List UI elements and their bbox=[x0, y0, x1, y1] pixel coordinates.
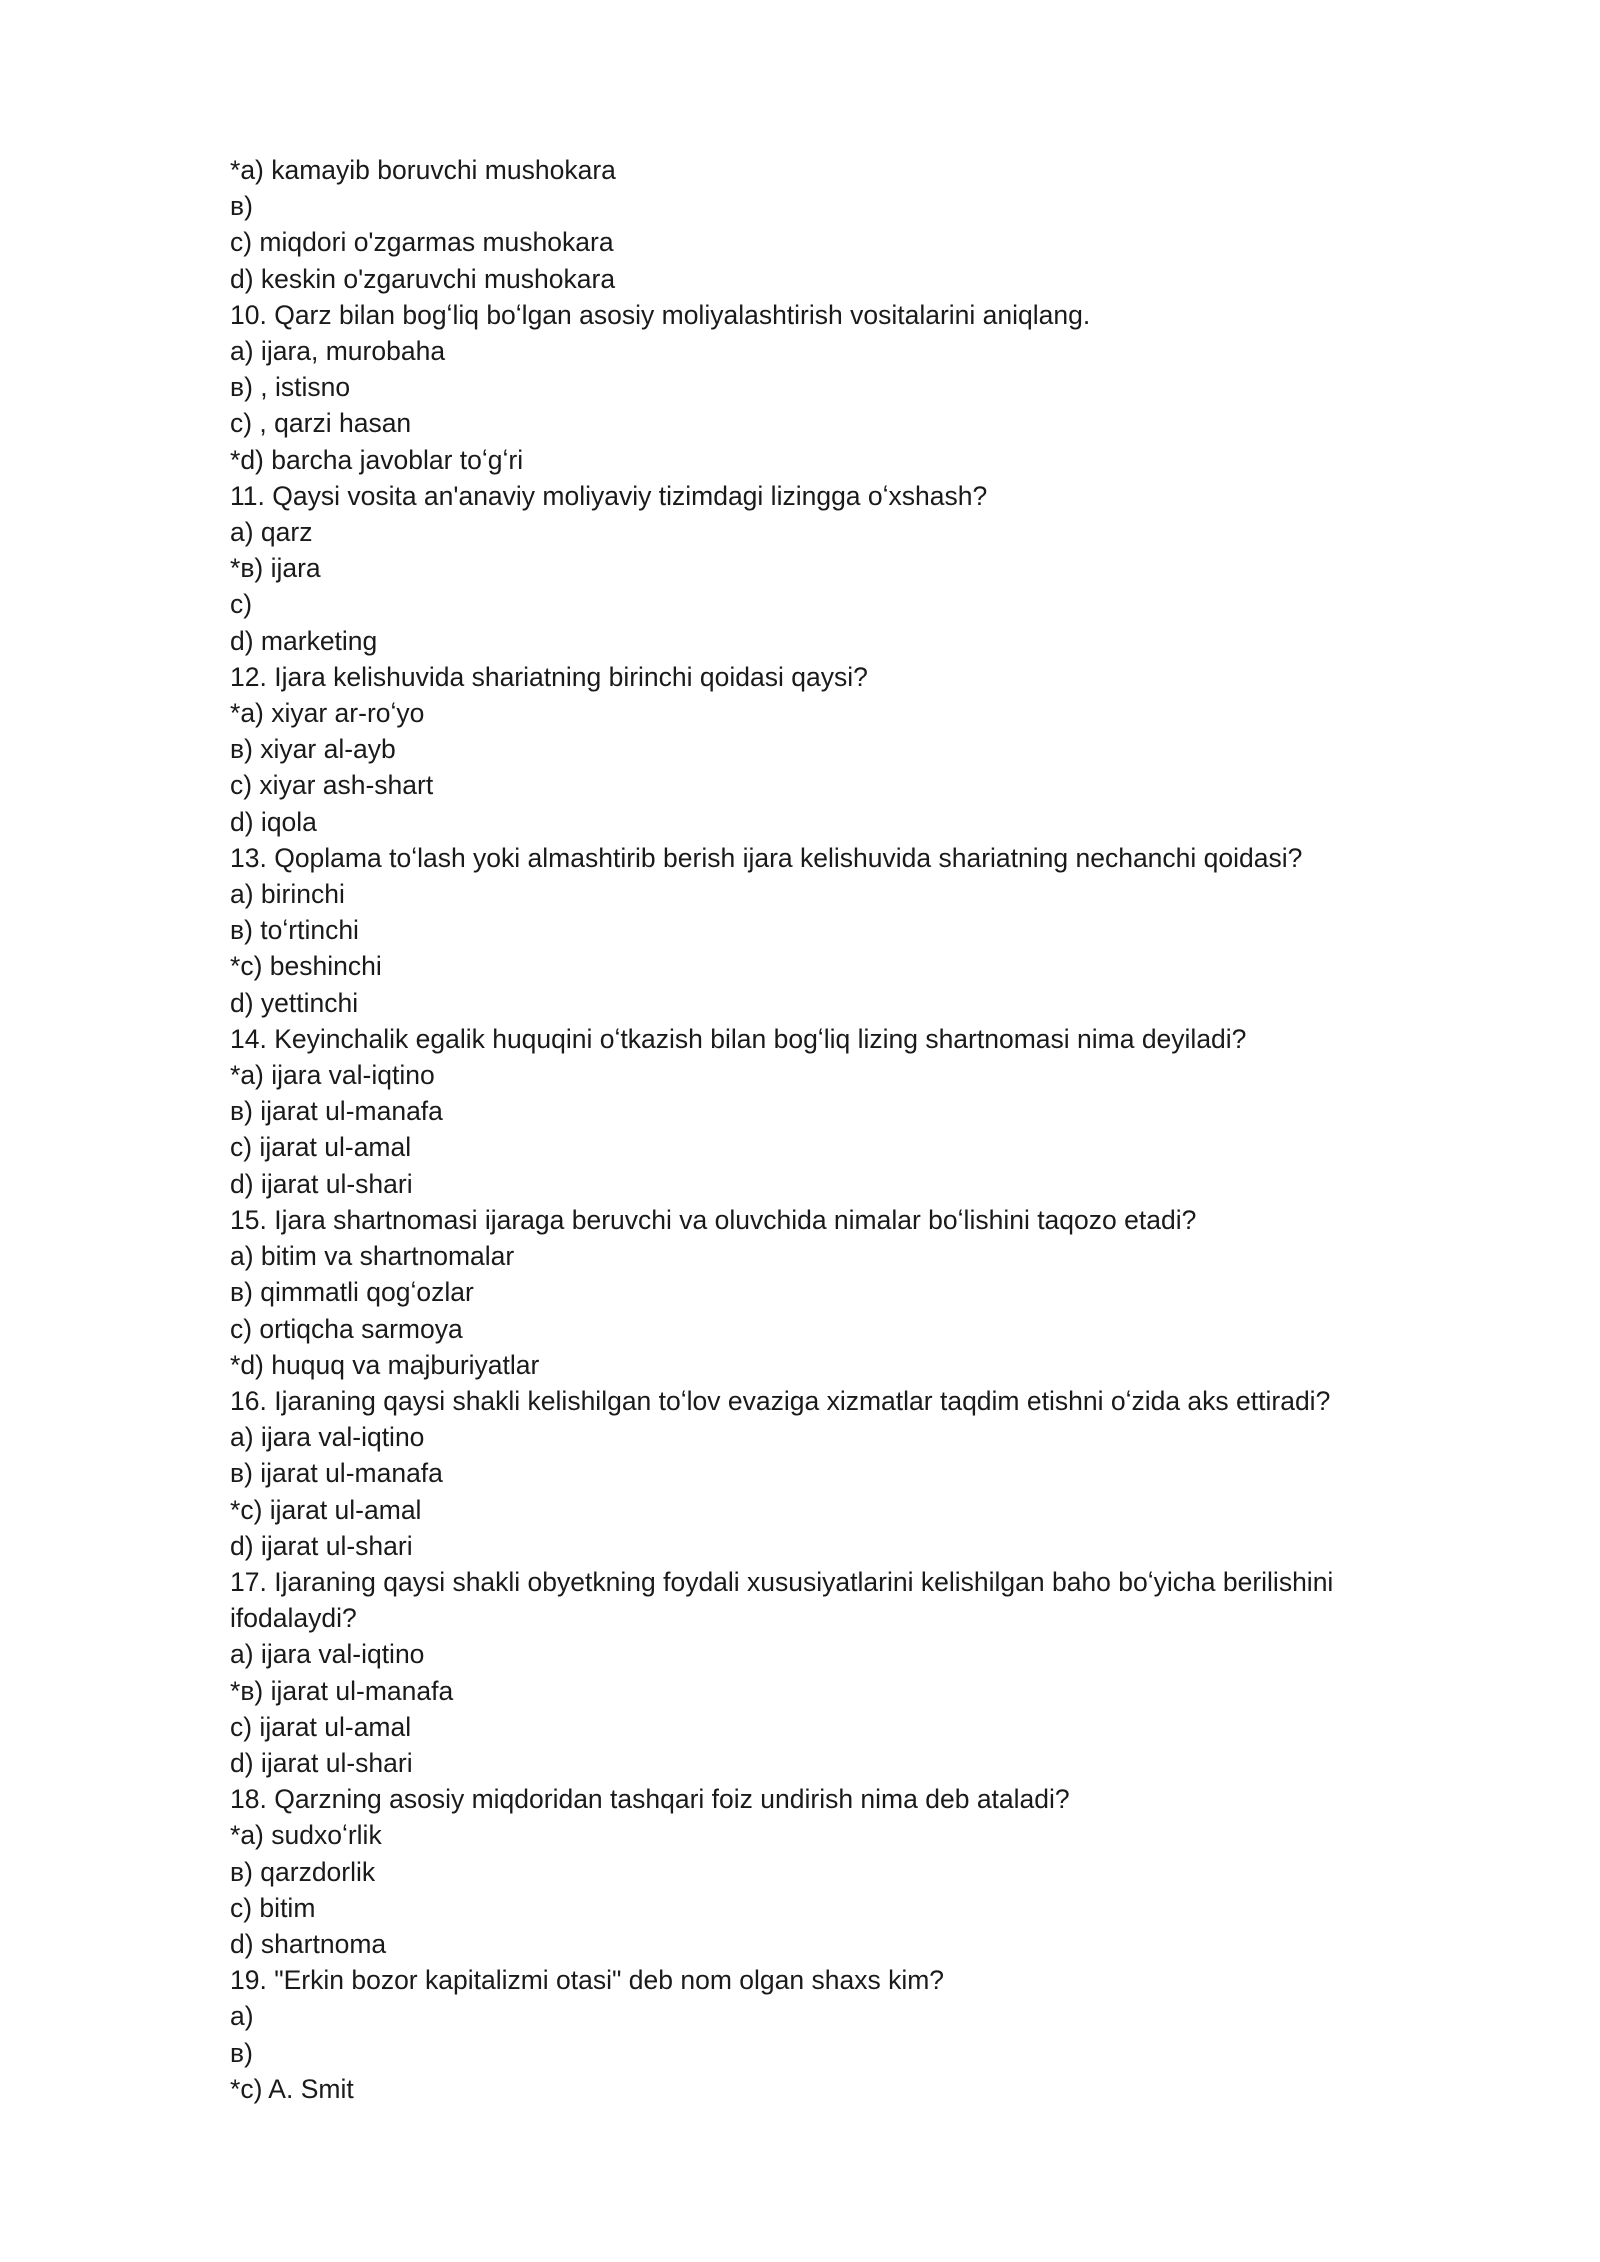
answer-option: a) bitim va shartnomalar bbox=[230, 1241, 515, 1272]
answer-option: в) xiyar al-ayb bbox=[230, 734, 396, 765]
answer-option: c) miqdori o'zgarmas mushokara bbox=[230, 227, 614, 258]
answer-option: d) ijarat ul-shari bbox=[230, 1530, 413, 1561]
answer-option: c) bbox=[230, 589, 253, 620]
answer-option: d) shartnoma bbox=[230, 1928, 387, 1959]
answer-option: *a) sudxoʻrlik bbox=[230, 1820, 382, 1851]
answer-option: d) marketing bbox=[230, 625, 378, 656]
answer-option: *c) beshinchi bbox=[230, 951, 382, 982]
question-19: 19. "Erkin bozor kapitalizmi otasi" deb nom olgan shaxs kim? bbox=[230, 1965, 945, 1996]
answer-option: в) bbox=[230, 191, 253, 222]
answer-option: c) ijarat ul-amal bbox=[230, 1711, 412, 1742]
answer-option: c) ortiqcha sarmoya bbox=[230, 1313, 463, 1344]
question-18: 18. Qarzning asosiy miqdoridan tashqari foiz undirish nima deb ataladi? bbox=[230, 1784, 1070, 1815]
answer-option: в) bbox=[230, 2037, 253, 2068]
answer-option: a) birinchi bbox=[230, 879, 345, 910]
answer-option: *d) barcha javoblar toʻgʻri bbox=[230, 444, 524, 475]
answer-option: c) ijarat ul-amal bbox=[230, 1132, 412, 1163]
answer-option: в) , istisno bbox=[230, 372, 351, 403]
answer-option: *в) ijarat ul-manafa bbox=[230, 1675, 454, 1706]
quiz-text-body bbox=[230, 152, 1380, 2107]
question-14: 14. Keyinchalik egalik huquqini oʻtkazish bilan bogʻliq lizing shartnomasi nima deyiladi? bbox=[230, 1023, 1247, 1054]
answer-option: a) bbox=[230, 2001, 254, 2032]
question-10: 10. Qarz bilan bogʻliq boʻlgan asosiy moliyalashtirish vositalarini aniqlang. bbox=[230, 299, 1091, 330]
answer-option: в) ijarat ul-manafa bbox=[230, 1458, 443, 1489]
question-16: 16. Ijaraning qaysi shakli kelishilgan toʻlov evaziga xizmatlar taqdim etishni oʻzida aks ettiradi? bbox=[230, 1385, 1331, 1416]
answer-option: c) bitim bbox=[230, 1892, 316, 1923]
answer-option: в) qimmatli qogʻozlar bbox=[230, 1277, 474, 1308]
answer-option: d) iqola bbox=[230, 806, 317, 837]
answer-option: в) toʻrtinchi bbox=[230, 915, 359, 946]
answer-option: d) ijarat ul-shari bbox=[230, 1747, 413, 1778]
question-17-continuation: ifodalaydi? bbox=[230, 1603, 357, 1634]
answer-option: *c) A. Smit bbox=[230, 2073, 354, 2104]
answer-option: a) ijara val-iqtino bbox=[230, 1422, 425, 1453]
answer-option: *a) kamayib boruvchi mushokara bbox=[230, 155, 616, 185]
answer-option: *d) huquq va majburiyatlar bbox=[230, 1349, 540, 1380]
answer-option: a) ijara, murobaha bbox=[230, 336, 446, 367]
answer-option: *a) xiyar ar-roʻyo bbox=[230, 698, 425, 729]
question-13: 13. Qoplama toʻlash yoki almashtirib berish ijara kelishuvida shariatning nechanchi qoidasi? bbox=[230, 842, 1303, 873]
answer-option: d) ijarat ul-shari bbox=[230, 1168, 413, 1199]
answer-option: в) qarzdorlik bbox=[230, 1856, 376, 1887]
answer-option: в) ijarat ul-manafa bbox=[230, 1096, 443, 1127]
answer-option: a) ijara val-iqtino bbox=[230, 1639, 425, 1670]
question-17: 17. Ijaraning qaysi shakli obyetkning foydali xususiyatlarini kelishilgan baho boʻyicha berilishini bbox=[230, 1566, 1334, 1597]
answer-option: d) keskin o'zgaruvchi mushokara bbox=[230, 263, 616, 294]
question-12: 12. Ijara kelishuvida shariatning birinchi qoidasi qaysi? bbox=[230, 661, 868, 692]
answer-option: *в) ijara bbox=[230, 553, 321, 584]
answer-option: *a) ijara val-iqtino bbox=[230, 1060, 435, 1091]
answer-option: c) xiyar ash-shart bbox=[230, 770, 434, 801]
answer-option: c) , qarzi hasan bbox=[230, 408, 412, 439]
question-15: 15. Ijara shartnomasi ijaraga beruvchi va oluvchida nimalar boʻlishini taqozo etadi? bbox=[230, 1204, 1197, 1235]
answer-option: d) yettinchi bbox=[230, 987, 359, 1018]
answer-option: *c) ijarat ul-amal bbox=[230, 1494, 422, 1525]
answer-option: a) qarz bbox=[230, 517, 313, 548]
question-11: 11. Qaysi vosita an'anaviy moliyaviy tizimdagi lizingga oʻxshash? bbox=[230, 480, 988, 511]
